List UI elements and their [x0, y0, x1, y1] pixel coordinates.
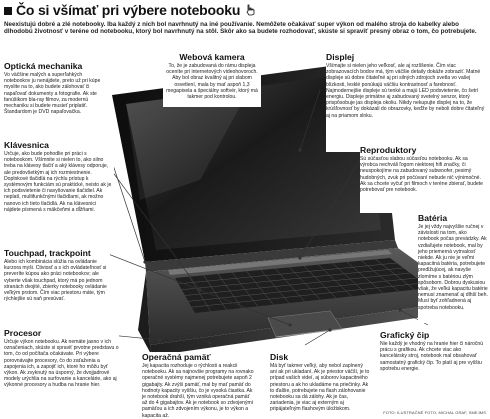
callout-text: Sú súčasťou slabou súčasťou notebooku. Ak sa výrobca nechváli ľogom niektorej hifi značky, či neuspokojíme na zabudovaný subwoofer, pesimý hudobných, zvuk pri počúvaní nebude nič výnimočné. Ak sa chcete vyčuť pri filmoch v teréne zbierať, budete potrebovať pre notebook. [360, 156, 484, 194]
callout-title: Klávesnica [4, 140, 49, 150]
callout-disk [270, 352, 370, 413]
callout-title: Batéria [418, 213, 448, 223]
callout-processor [4, 328, 119, 406]
callout-title: Operačná pamäť [142, 352, 211, 362]
callout-text: Alebo ich kombinácia slúžia na ovládanie kurzora myši. Ctiviosť a s ich ovládateľnosť si preveríte kúpou ako práci notebookov; ale vyberte však touchpad, ktorý má po jednom stranách dvojité, zbierky notebooky ovládanie veľkým prstom. Čím viac priestoru máte, tým rýchlejšie sú naň presúvať. [4, 259, 107, 303]
callout-text: Má byť takmer veľký, aby nebol zaplnený ani ak pri ukladaní. Ak je priestor väčší, je to prípad vašich videí, aj súborov kapacitného priestoru a ak ho ukladáme na priečinky. Ak to ďalšie, potrebujete na flash zálohovanie notebooku sa dá zálohy. Ak je čas, zariadenia, je viac aj externým aj pripájateľným flashovým úložiskom. [270, 363, 370, 413]
intro-text: Neexistujú dobré a zlé notebooky. Iba každý z nich bol navrhnutý na iné používanie. Nemôžete očakávať super výkon od malého stroja do kabelky alebo dlhodobú životnosť v teréne od notebooku, ktorý bol navrhnutý na stôl. Skôr ako sa budete rozhodovať, skúste si spraviť presný obraz o tom, čo potrebujete. [4, 21, 477, 36]
callout-text: Všímajte si nielen jeho veľkosť, ale aj rozlíšenie. Čím viac zobrazovacích bodov má, tým väčšie detaily dokáže zobraziť. Matné displeje sú dobre čitateľné aj pri silných zdrojoch svetla vo vašej blízkosti, lesklé ponúkajú väčšiu kontrastnosť a farebnosť. Najmodernejšie displeje sú tenké a majú LED podsvietenie, čo šetrí energiu. Displeje primátne aj zabudovaný svetelný senzor, ktorý prispôsobuje jas displeja okoliu. Nikdy nekupujte displej na to, že krúšľovnosť by dokázali do obrazovky, keďže by neboli dobre čitateľný aj na priamom slnku. [326, 63, 485, 119]
callout-title: Grafický čip [380, 330, 430, 340]
callout-title: Optická mechanika [4, 61, 83, 71]
callout-keyboard [4, 140, 114, 235]
callout-title: Disk [270, 352, 289, 362]
callout-text: Vo väčšine malých a superľahkých notebookov ju nenájdete, preto už pri kúpe myslite na to, ako budete zálohovať či napaľovať dokumenty a fotografie. Ak ste fanúšikom bla-ray filmov, za modernú mechaniku si budete musieť priplatiť. Štandardom je DVD napaľovačka. [4, 72, 101, 116]
callout-text: Určuje výkon notebooku. Ak nemáte jasno v ich označeniach, skúste si spraviť prvotne predstavu o tom, čo od počítača očakávate. Pri výbere porovnávajte procesory, čo do zaťaženia a zapojenia ich, a zapojiť ich, ktoré ho môžu byť výkon. Ak zvyknutý na úsporný, že dvojjadrové modely urýchlia na surfovanie a kancelárie, ako aj výkonné procesory a hudba na hranie hier. [4, 339, 119, 389]
callout-text: To, že je zabudovaná do rámu displeja oceníte pri internetových videohovoroch. Aby bol obraz kvalitný aj pri slabom osvetlení, mala by mať aspoň 1,3 megapixela a špeciálny softvér, ktorý má takmer pod kontrolou. [166, 63, 258, 101]
callout-battery [418, 213, 488, 323]
callout-text: Je jej vždy najvyššie ručnej v závislosti na tom, ako notebook počas prevádzky. Ak vzdiaľujete notebook, mal by jeho priemerná vytrvalosť niekde. Ak ju nie je veľmi kapacitná batéria, potrebujete predlžujúcej, ak navyše zlomíme s batériou zlým spôsobom. Dobrou dyskusiou však, že veľkú kapacitu batérie nemusí znamenať aj dlhší beh. Musí byť zohľadnená aj spotreba notebooku. [418, 224, 488, 311]
callout-title: Procesor [4, 328, 42, 338]
callout-title: Displej [326, 52, 355, 62]
callout-title: Webová kamera [179, 52, 245, 62]
callout-touchpad [4, 248, 110, 323]
page-title: Čo si všímať pri výbere notebooku [16, 2, 241, 18]
callout-title: Touchpad, trackpoint [4, 248, 91, 258]
callout-title: Reproduktory [360, 145, 417, 155]
callout-display [326, 52, 486, 152]
photo-credit: FOTO: ILUSTRAČNÉ FOTO, MICHAL GRAF, SMEJMS [383, 410, 486, 415]
callout-speakers [360, 145, 486, 213]
callout-text: Nie každý je vhodný na hranie hier či náročnú prácu s grafikou. Ak chcete viac ako kancelársky stroj, notebook mal obsahovať samostatný grafický čip. To platí aj pre vyššiu spotrebu energie. [380, 341, 484, 372]
callout-webcam [163, 52, 261, 107]
callout-graphics-chip [380, 330, 486, 404]
callout-text: Určuje, ako bude pohodlie pri práci s notebookom. Všímnite si nielen to, ako silno treba na klávesy tlačiť a aký klávesy odporuje, ale predovšetkým aj ich rozmiestnenie. Doplnkové tlačidlá na rýchlu prístup k systémovým funkciám sú praktické, neisto ak je ich podsvietenie či navyšovanie tlačidiel. Ak neplatí, multifunkčnými tlačidlami, ak možno nanovo ich tieto tlačidlá. Ak na klávesnici nájdete písmená s mäkčeňmi a dĺžňami. [4, 151, 112, 213]
callout-memory [142, 352, 254, 419]
callout-optical-drive [4, 61, 109, 143]
callout-text: Jej kapacita rozhoduje o rýchlosti a reakcii notebooku. Ak sa najnovšie programy na rovnako operačné systémy najmenej potrebujete aspoň 2 gigabajty. Ak zvýši pamäť, mal by mať pamäť do hodnoty kapacity vyššiu, čo je vysoká čiastka. Ak je notebook drahší, tým vzniká operačná pamäť až do 4 gigabajtov. Ak je notebook so zdvojenými pamäťou a ich zdvojením výkonu, je to výkon a kapacita až. [142, 363, 254, 419]
